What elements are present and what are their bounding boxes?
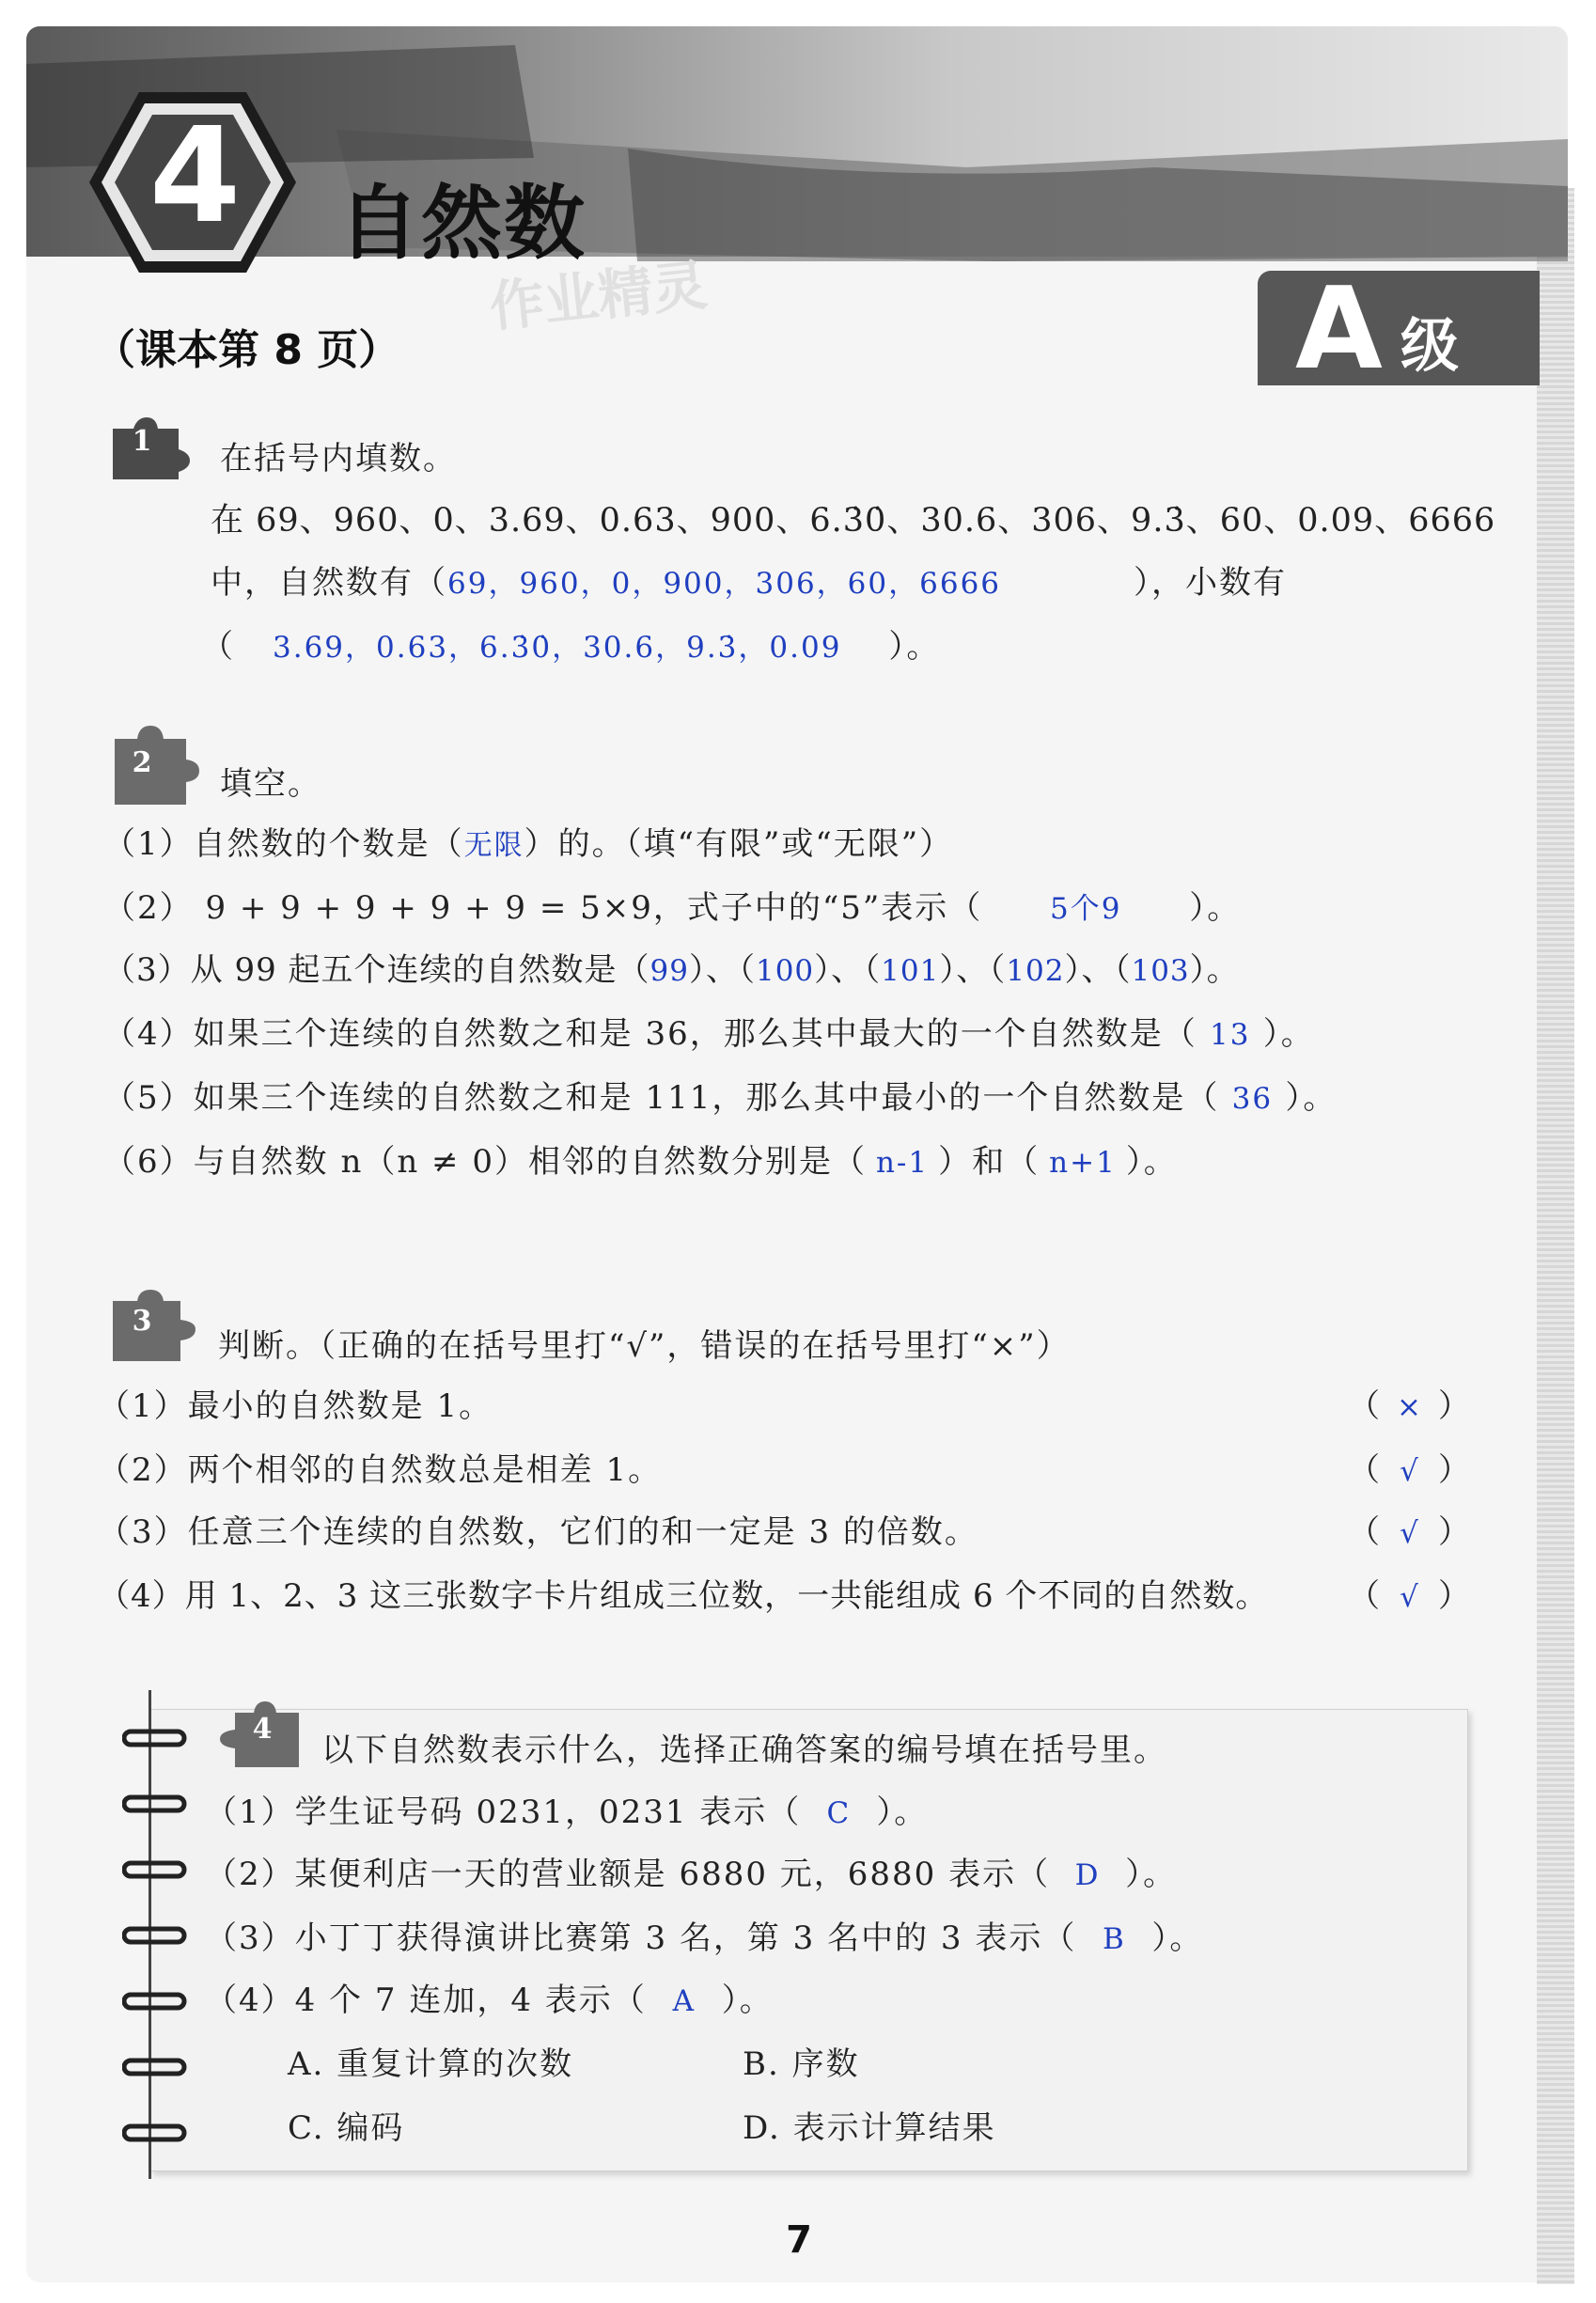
q2-item-4-pre: （4）如果三个连续的自然数之和是 36，那么其中最大的一个自然数是（ xyxy=(103,1015,1197,1053)
page-number: 7 xyxy=(786,2218,812,2262)
q1-line3-open: （ xyxy=(201,628,235,666)
q2-item-2-pre: （2） 9 + 9 + 9 + 9 + 9 = 5×9，式子中的“5”表示（ xyxy=(103,889,983,927)
q2-item-3-sep-1: ）、（ xyxy=(688,951,756,989)
q2-item-5-answer-box xyxy=(1219,1079,1285,1117)
q4-option-c: C. 编码 xyxy=(288,2109,405,2147)
q4-item-4-post: ）。 xyxy=(721,1982,774,2019)
q1-natural-answer xyxy=(447,559,1002,602)
q2-item-6-post: ）。 xyxy=(1125,1143,1178,1181)
question-1-line2 xyxy=(211,556,1287,603)
spiral-ring-icon xyxy=(122,1989,188,2013)
q2-item-4-answer-box xyxy=(1197,1015,1263,1053)
q3-item-2-open: （ xyxy=(1348,1451,1382,1489)
question-4-title: 以下自然数表示什么，选择正确答案的编号填在括号里。 xyxy=(321,1731,1167,1769)
q4-item-1-post: ）。 xyxy=(876,1794,929,1831)
q4-item-4-answer: A xyxy=(672,1984,696,2018)
q2-item-5-pre: （5）如果三个连续的自然数之和是 111，那么其中最小的一个自然数是（ xyxy=(103,1079,1220,1117)
q1-decimal-answer: 3.69，0.63，6.3̇0̇，30.6，9.3̇，0.09 xyxy=(273,631,842,665)
q3-item-1-close: ） xyxy=(1438,1387,1472,1425)
q3-item-2: （2）两个相邻的自然数总是相差 1。 xyxy=(98,1451,663,1489)
q2-item-3 xyxy=(103,944,1240,990)
q4-item-2-pre: （2）某便利店一天的营业额是 6880 元，6880 表示（ xyxy=(205,1856,1051,1893)
q2-item-4-answer: 13 xyxy=(1209,1018,1251,1052)
q2-item-6-mid: ）和（ xyxy=(938,1143,1041,1181)
question-2-title: 填空。 xyxy=(220,765,321,803)
q2-item-3-sep-2: ）、（ xyxy=(814,951,882,989)
spiral-ring-icon xyxy=(122,1923,188,1948)
q2-item-1-answer: 无限 xyxy=(463,829,524,862)
q3-item-4-open: （ xyxy=(1348,1577,1382,1615)
q3-item-1-open: （ xyxy=(1348,1387,1382,1425)
q2-item-3-pre: （3）从 99 起五个连续的自然数是（ xyxy=(103,951,650,989)
question-3-puzzle-icon xyxy=(105,1290,179,1348)
question-3-title: 判断。（正确的在括号里打“√”，错误的在括号里打“×”） xyxy=(218,1327,1071,1365)
question-2-puzzle-icon xyxy=(105,726,179,784)
spiral-ring-icon xyxy=(122,1726,188,1750)
question-4-puzzle-icon xyxy=(216,1701,289,1760)
q3-item-4-close: ） xyxy=(1438,1577,1472,1615)
question-3-number: 3 xyxy=(132,1305,152,1338)
spiral-ring-icon xyxy=(122,2121,188,2145)
q3-item-3-answer xyxy=(1348,1506,1472,1552)
question-1-puzzle-icon xyxy=(105,415,179,474)
q1-decimal-prefix: ），小数有 xyxy=(1134,564,1287,602)
q4-item-1-pre: （1）学生证号码 0231，0231 表示（ xyxy=(205,1794,802,1831)
q4-item-3-post: ）。 xyxy=(1151,1919,1204,1957)
q3-item-2-answer xyxy=(1348,1444,1472,1490)
q2-item-3-answer-1: 99 xyxy=(649,954,689,988)
q3-item-2-mark: √ xyxy=(1400,1454,1420,1488)
q4-item-2 xyxy=(205,1848,1177,1894)
question-4-number: 4 xyxy=(252,1713,273,1746)
spiral-ring-icon xyxy=(122,2055,188,2079)
q4-item-4-pre: （4）4 个 7 连加，4 表示（ xyxy=(205,1982,647,2019)
question-1-line3 xyxy=(201,620,940,666)
q2-item-3-sep-3: ）、（ xyxy=(939,951,1007,989)
q4-option-a: A. 重复计算的次数 xyxy=(288,2045,574,2083)
q1-natural-prefix: 中，自然数有（ xyxy=(211,564,447,602)
q4-item-2-answer: D xyxy=(1074,1858,1101,1892)
level-letter: A xyxy=(1295,264,1383,395)
page-edge-strip xyxy=(1537,188,1574,2284)
q4-item-1 xyxy=(205,1786,928,1832)
q4-item-2-post: ）。 xyxy=(1125,1856,1178,1893)
q2-item-4-post: ）。 xyxy=(1262,1015,1315,1053)
q2-item-5-answer: 36 xyxy=(1231,1082,1274,1116)
q1-natural-answer-text: 69，960，0，900，306，60，6666 xyxy=(447,567,1002,601)
q3-item-4: （4）用 1、2、3 这三张数字卡片组成三位数，一共能组成 6 个不同的自然数。 xyxy=(98,1577,1269,1615)
q3-item-4-mark: √ xyxy=(1400,1580,1420,1614)
q3-item-3: （3）任意三个连续的自然数，它们的和一定是 3 的倍数。 xyxy=(98,1513,978,1551)
question-1-number: 1 xyxy=(132,425,152,458)
q2-item-4 xyxy=(103,1008,1315,1054)
q2-item-3-sep-5: ）。 xyxy=(1189,951,1240,989)
spiral-ring-icon xyxy=(122,1857,188,1882)
q2-item-1-pre: （1）自然数的个数是（ xyxy=(103,825,464,863)
q1-line3-close: ）。 xyxy=(888,628,941,666)
q3-item-1-mark: × xyxy=(1397,1390,1423,1424)
q3-item-3-open: （ xyxy=(1348,1513,1382,1551)
q2-item-1 xyxy=(103,818,953,864)
q2-item-3-answer-2: 100 xyxy=(755,954,815,988)
q4-item-3-answer: B xyxy=(1102,1922,1126,1956)
textbook-page-ref: （课本第 8 页） xyxy=(94,326,400,374)
q3-item-3-mark: √ xyxy=(1400,1516,1420,1550)
q2-item-3-answer-3: 101 xyxy=(881,954,940,988)
q2-item-3-sep-4: ）、（ xyxy=(1064,951,1132,989)
q2-item-5 xyxy=(103,1072,1337,1118)
chapter-number: 4 xyxy=(149,100,242,253)
q4-option-b: B. 序数 xyxy=(743,2045,860,2083)
q2-item-2-answer: 5个9 xyxy=(1050,892,1122,926)
q3-item-3-close: ） xyxy=(1438,1513,1472,1551)
q2-item-2 xyxy=(103,882,1241,928)
q4-item-4 xyxy=(205,1974,774,2020)
watermark: 作业精灵 xyxy=(486,253,711,339)
spiral-ring-icon xyxy=(122,1792,188,1816)
q2-item-3-answer-4: 102 xyxy=(1006,954,1065,988)
question-2-number: 2 xyxy=(132,746,152,779)
q2-item-6 xyxy=(103,1136,1178,1182)
question-1-number-list: 在 69、960、0、3.69、0.63、900、6.3̇0̇、30.6、306、9.3̇、60、0.09、6666 xyxy=(211,502,1496,540)
question-1-title: 在括号内填数。 xyxy=(220,440,457,478)
q2-item-2-post: ）。 xyxy=(1189,889,1242,927)
q2-item-3-answer-5: 103 xyxy=(1131,954,1190,988)
q3-item-2-close: ） xyxy=(1438,1451,1472,1489)
q4-item-1-answer: C xyxy=(826,1796,852,1830)
q2-item-2-answer-box xyxy=(982,885,1189,927)
q3-item-1: （1）最小的自然数是 1。 xyxy=(98,1387,493,1425)
q4-option-d: D. 表示计算结果 xyxy=(743,2109,996,2147)
q3-item-4-answer xyxy=(1348,1570,1472,1616)
chapter-title: 自然数 xyxy=(338,177,587,271)
q4-item-3 xyxy=(205,1912,1203,1958)
q2-item-6-answer-1: n-1 xyxy=(875,1146,930,1180)
q3-item-1-answer xyxy=(1348,1380,1472,1426)
level-suffix: 级 xyxy=(1400,311,1460,380)
q2-item-5-post: ）。 xyxy=(1285,1079,1338,1117)
q2-item-1-post: ）的。（填“有限”或“无限”） xyxy=(524,825,954,863)
q2-item-6-answer-2: n+1 xyxy=(1049,1146,1117,1180)
q2-item-6-pre: （6）与自然数 n（n ≠ 0）相邻的自然数分别是（ xyxy=(103,1143,867,1181)
q4-item-3-pre: （3）小丁丁获得演讲比赛第 3 名，第 3 名中的 3 表示（ xyxy=(205,1919,1077,1957)
